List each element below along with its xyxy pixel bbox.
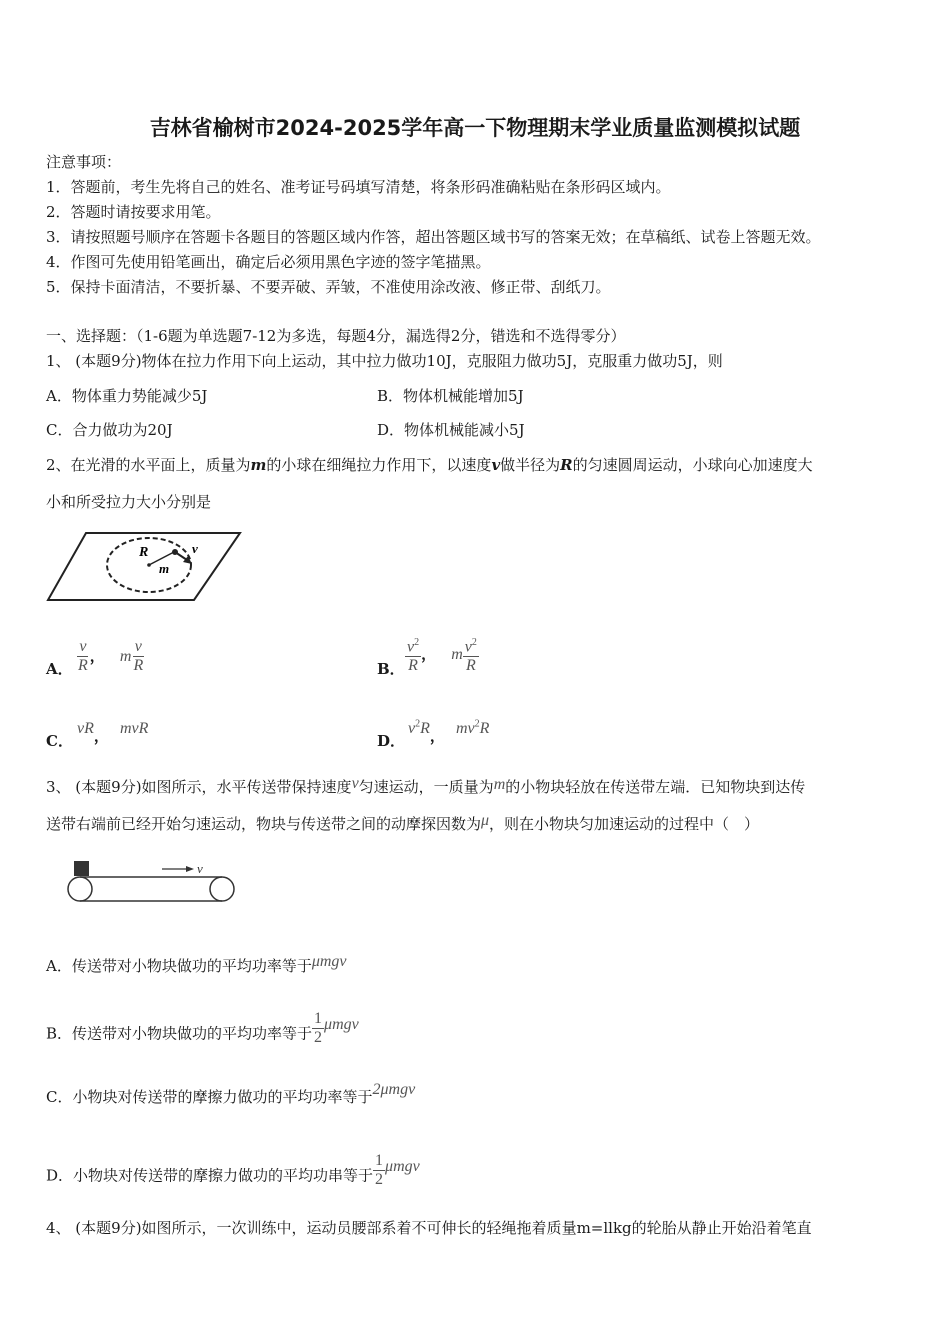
frac-den: R [465, 657, 476, 675]
frac-num: v [79, 638, 87, 655]
q3-option-d [46, 1152, 420, 1195]
separator: ， [421, 645, 437, 664]
q2-option-c-expr [77, 718, 149, 745]
fig-label-v: v [192, 541, 198, 556]
q2-stem-part: 2、在光滑的水平面上，质量为 [46, 456, 251, 474]
var-m: m [119, 647, 132, 665]
left-roller [68, 877, 92, 901]
q3-stem-part: 3、 (本题9分)如图所示，水平传送带保持速度 [46, 778, 352, 796]
q3-option-text: A．传送带对小物块做功的平均功率等于 [46, 957, 312, 975]
frac-num: 1 [375, 1152, 384, 1169]
center-dot [147, 563, 151, 567]
var-R: R [479, 720, 490, 737]
plane-outline [48, 533, 240, 600]
arrow-head [186, 866, 194, 872]
q1-option-c: C．合力做功为20J [46, 421, 173, 439]
frac-den: R [408, 657, 418, 675]
frac-den: 2 [314, 1029, 323, 1046]
block [74, 861, 89, 876]
separator: ， [89, 647, 105, 665]
question-3-stem [46, 777, 805, 798]
q3-stem-part: 匀速运动，一质量为 [358, 778, 494, 796]
notice-item: 5．保持卡面清洁，不要折暴、不要弄破、弄皱，不准使用涂改液、修正带、刮纸刀。 [46, 278, 611, 296]
expr-mumgv: μmgv [385, 1157, 420, 1175]
expr-vR: vR [77, 720, 94, 737]
q2-option-b-expr [405, 634, 479, 675]
expr-mumgv: μmgv [324, 1015, 359, 1033]
q3-stem-part: 送带右端前已经开始匀速运动，物块与传送带之间的动摩探因数为 [46, 815, 482, 833]
q3-stem-part: ，则在小物块匀加速运动的过程中（ ） [489, 815, 760, 833]
exponent: 2 [474, 718, 480, 730]
var-v: v [407, 638, 415, 656]
frac-den: R [78, 657, 88, 674]
circular-motion-figure [44, 528, 244, 604]
notice-item: 2．答题时请按要求用笔。 [46, 203, 221, 221]
var-v: v [351, 775, 359, 792]
fig-label-R: R [139, 545, 149, 560]
q1-option-d: D．物体机械能减小5J [377, 421, 525, 439]
q2-stem-part: 的匀速圆周运动，小球向心加速度大 [572, 456, 813, 474]
separator: ， [429, 727, 445, 745]
q3-option-a [46, 953, 347, 977]
q3-stem-part: 的小物块轻放在传送带左端．已知物块到达传 [505, 778, 806, 796]
q2-option-b-label: B． [377, 660, 405, 678]
section-heading: 一、选择题：（1-6题为单选题7-12为多选，每题4分，漏选得2分，错选和不选得零分） [46, 327, 626, 345]
var-R: R [420, 720, 430, 737]
notice-item: 4．作图可先使用铅笔画出，确定后必须用黑色字迹的签字笔描黑。 [46, 253, 491, 271]
var-mu: μ [481, 812, 490, 829]
expr-mvR: mvR [119, 720, 149, 737]
q2-stem-part: 做半径为 [500, 456, 561, 474]
notice-item: 1．答题前，考生先将自己的姓名、准考证号码填写清楚，将条形码准确粘贴在条形码区域内。 [46, 178, 671, 196]
fig-label-m: m [159, 561, 170, 576]
q1-option-a: A．物体重力势能减少5J [46, 387, 208, 405]
var-m: m [493, 776, 506, 793]
q2-option-c-label: C． [46, 732, 73, 750]
question-2-stem [46, 455, 813, 475]
notice-item: 3．请按照题号顺序在答题卡各题目的答题区域内作答，超出答题区域书写的答案无效；在草稿纸、试卷上答题无效。 [46, 228, 821, 246]
exponent: 2 [414, 637, 420, 648]
q3-option-b [46, 1010, 359, 1053]
q3-option-text: D．小物块对传送带的摩擦力做功的平均功串等于 [46, 1166, 374, 1185]
question-1-stem: 1、 (本题9分)物体在拉力作用下向上运动，其中拉力做功10J，克服阻力做功5J，克服重力做功5J，则 [46, 352, 723, 370]
var-m: m [451, 645, 463, 663]
var-v: v [408, 720, 416, 737]
q1-option-b: B．物体机械能增加5J [377, 387, 524, 405]
q2-option-a-expr [76, 638, 145, 675]
q2-stem-part: 的小球在细绳拉力作用下，以速度 [266, 456, 492, 474]
right-roller [210, 877, 234, 901]
exponent: 2 [471, 637, 477, 648]
expr-mumgv: μmgv [311, 953, 347, 970]
page-title: 吉林省榆树市2024-2025学年高一下物理期末学业质量监测模拟试题 [149, 116, 801, 140]
question-4-stem: 4、 (本题9分)如图所示，一次训练中，运动员腰部系着不可伸长的轻绳拖着质量m=llkg的轮胎从静止开始沿着笔直 [46, 1219, 812, 1237]
frac-den: 2 [375, 1171, 384, 1188]
expr-2mumgv: 2μmgv [372, 1081, 416, 1098]
conveyor-belt-figure [64, 856, 238, 908]
exponent: 2 [415, 718, 421, 730]
q3-option-c [46, 1081, 416, 1108]
var-m: m [250, 456, 267, 474]
frac-num: 1 [314, 1010, 323, 1027]
q2-option-d-label: D． [377, 732, 406, 750]
q2-option-a-label: A． [46, 660, 73, 678]
question-3-stem-line2 [46, 814, 759, 835]
frac-num: v [134, 638, 142, 655]
q3-option-text: B．传送带对小物块做功的平均功率等于 [46, 1024, 313, 1043]
frac-den: R [133, 657, 144, 674]
var-v: v [464, 638, 472, 656]
notice-heading: 注意事项： [46, 153, 122, 171]
expr-mv: mv [456, 720, 475, 737]
fig-label-v: v [197, 861, 203, 876]
question-2-stem-line2: 小和所受拉力大小分别是 [46, 493, 212, 511]
q3-option-text: C．小物块对传送带的摩擦力做功的平均功率等于 [46, 1088, 373, 1106]
var-R: R [560, 456, 573, 474]
q2-option-d-expr [408, 718, 490, 745]
var-v: v [491, 456, 501, 474]
separator: ， [93, 727, 109, 745]
